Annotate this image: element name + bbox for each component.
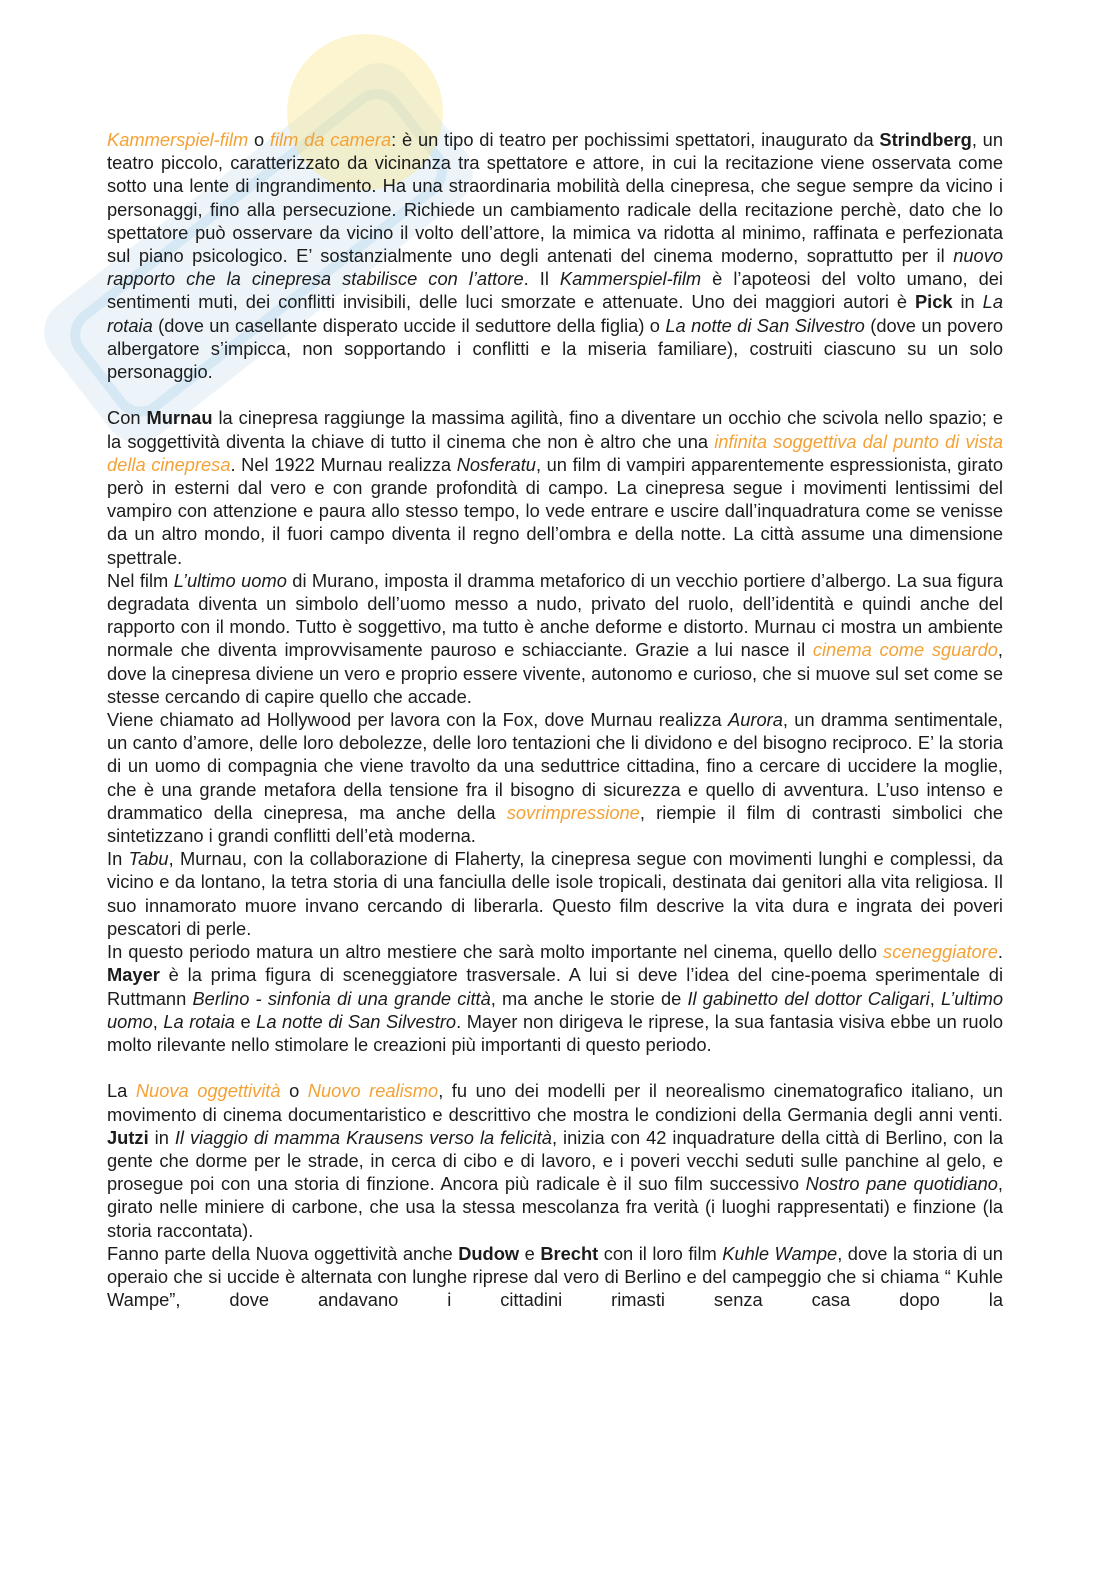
text-run: , fu uno dei modelli per il neorealismo cinematografico italiano, un movimento di cinema documentaristico e descrittivo che mostra le condizioni della Germania degli anni venti. [107, 1080, 1004, 1125]
text-run: (dove un povero albergatore s’impicca, non sopportando i conflitti e la miseria familiare), costruiti ciascuno su un solo personaggio. [107, 314, 1003, 383]
text-run: , dove la storia di un operaio che si uccide è alternata con lunghe riprese dal vero di Berlino e del campeggio che si chiama “ Kuhle Wampe”, dove andavano i cittadini rimasti senza casa dopo la [107, 1242, 1003, 1311]
bold-name: Strindberg [879, 129, 972, 150]
bold-name: Murnau [146, 407, 213, 429]
italic-title: Il gabinetto del dottor Caligari [687, 987, 930, 1009]
document-body [107, 128, 1003, 1311]
text-run: , girato nelle miniere di carbone, che usa la stessa mescolanza fra verità (i luoghi rappresentati) e finzione (la storia raccontata). [107, 1173, 1003, 1241]
highlighted-term: infinita soggettiva dal punto di vista della cinepresa [107, 430, 1003, 475]
text-run: è la prima figura di sceneggiatore trasversale. A lui si deve l’idea del cine-poema sperimentale di Ruttmann [107, 964, 1003, 1009]
text-run: Nel film [107, 569, 174, 591]
text-run: , un film di vampiri apparentemente espressionista, girato però in esterni dal vero e con grande profondità di campo. La cinepresa segue i movimenti lentissimi del vampiro con attenzione e paura allo stesso tempo, lo vede entrare e uscire dall’inquadratura come se venisse da un altro mondo, il fuori campo diventa il regno dell’ombra e della notte. La città assume una dimensione spettrale. [107, 453, 1003, 568]
text-run: Con [107, 407, 147, 429]
paragraph-ultimo-uomo [107, 569, 1003, 708]
paragraph-kuhle-wampe [107, 1242, 1003, 1312]
italic-title: L’ultimo uomo [107, 987, 1003, 1032]
text-run: . [997, 941, 1003, 963]
bold-name: Mayer [107, 964, 160, 986]
text-run: in [148, 1126, 175, 1148]
text-run: : è un tipo di teatro per pochissimi spettatori, inaugurato da [391, 129, 880, 150]
italic-title: La notte di San Silvestro [256, 1010, 457, 1032]
text-run: e [234, 1010, 257, 1032]
text-run: In [107, 848, 129, 870]
highlighted-term: Nuova oggettività [135, 1080, 281, 1102]
bold-name: Jutzi [107, 1126, 149, 1148]
italic-title: Berlino - sinfonia di una grande città [192, 987, 491, 1009]
highlighted-term: film da camera [269, 129, 392, 150]
italic-title: Tabu [128, 848, 169, 870]
text-run: , riempie il film di contrasti simbolici che sintetizzano i grandi conflitti dell’età moderna. [107, 801, 1003, 847]
text-run: , dove la cinepresa diviene un vero e proprio essere vivente, autonomo e curioso, che si muove sul set come se stesse cercando di capire quello che accade. [107, 639, 1004, 707]
text-run: (dove un casellante disperato uccide il seduttore della figlia) o [152, 314, 666, 336]
text-run: , ma anche le storie de [490, 987, 688, 1009]
text-run: in [952, 291, 983, 313]
italic-title: Nostro pane quotidiano [805, 1173, 998, 1195]
paragraph-murnau [107, 406, 1003, 568]
text-run: , un dramma sentimentale, un canto d’amore, delle loro debolezze, delle loro tentazioni che li dividono e del bisogno reciproco. E’ la storia di un uomo di compagnia che viene travolto da una seduttrice cittadina, fino a cercare di uccidere la moglie, che è una grande metafora della tensione fra il bisogno di sicurezza e quello di avventura. L’uso intenso e drammatico della cinepresa, ma anche della [107, 709, 1003, 823]
text-run: . Mayer non dirigeva le riprese, la sua fantasia visiva ebbe un ruolo molto rilevante nello stimolare le creazioni più importanti di questo periodo. [107, 1010, 1003, 1055]
italic-title: Il viaggio di mamma Krausens verso la felicità [174, 1126, 552, 1148]
highlighted-term: sovrimpressione [506, 801, 640, 823]
paragraph-kammerspiel [107, 128, 1003, 383]
italic-title: L’ultimo uomo [173, 569, 287, 591]
italic-title: Kuhle Wampe [722, 1242, 838, 1264]
bold-name: Pick [914, 291, 953, 313]
bold-name: Dudow [458, 1242, 520, 1264]
text-run: di Murano, imposta il dramma metaforico di un vecchio portiere d’albergo. La sua figura degradata diventa un simbolo dell’uomo messo a nudo, privato del ruolo, dell’identità e quindi anche del rapporto con il mondo. Tutto è soggettivo, ma tutto è anche deforme e distorto. Murnau ci mostra un ambiente normale che diventa improvvisamente pauroso e schiacciante. Grazie a lui nasce il [107, 569, 1003, 661]
paragraph-nuova-oggettivita [107, 1079, 1003, 1241]
text-run: è l’apoteosi del volto umano, dei sentimenti muti, dei conflitti invisibili, delle luci smorzate e attenuate. Uno dei maggiori autori è [107, 268, 1003, 313]
italic-title: La rotaia [163, 1010, 235, 1032]
highlighted-term: cinema come sguardo [812, 639, 998, 661]
italic-term: Kammerspiel-film [559, 268, 702, 290]
highlighted-term: Kammerspiel-film [107, 129, 249, 150]
italic-phrase: nuovo rapporto che la cinepresa stabilisce con l’attore [107, 245, 1003, 290]
text-run: , un teatro piccolo, caratterizzato da vicinanza tra spettatore e attore, in cui la recitazione viene osservata come sotto una lente di ingrandimento. Ha una straordinaria mobilità della cinepresa, che segue sempre da vicino i personaggi, fino alla persecuzione. Richiede un cambiamento radicale della recitazione perchè, dato che lo spettatore può osservare da vicino il volto dell’attore, la mimica va ridotta al minimo, raffinata e perfezionata sul piano psicologico. E’ sostanzialmente uno degli antenati del cinema moderno, soprattutto per il [107, 129, 1004, 267]
text-run: La [107, 1080, 136, 1102]
bold-name: Brecht [540, 1242, 599, 1264]
text-run: . Il [523, 268, 560, 290]
text-run: . Nel 1922 Murnau realizza [230, 453, 457, 475]
paragraph-aurora [107, 708, 1003, 847]
text-run: , [929, 987, 941, 1009]
text-run: e [519, 1242, 541, 1264]
highlighted-term: Nuovo realismo [307, 1080, 439, 1102]
text-run: In questo periodo matura un altro mestiere che sarà molto importante nel cinema, quello dello [107, 941, 884, 963]
paragraph-sceneggiatore [107, 940, 1003, 1056]
italic-title: La notte di San Silvestro [665, 314, 865, 336]
text-run: , [152, 1010, 164, 1032]
text-run: la cinepresa raggiunge la massima agilità, fino a diventare un occhio che scivola nello spazio; e la soggettività diventa la chiave di tutto il cinema che non è altro che una [107, 407, 1003, 452]
text-run: Viene chiamato ad Hollywood per lavora con la Fox, dove Murnau realizza [107, 709, 729, 731]
italic-title: Nosferatu [456, 453, 536, 475]
highlighted-term: sceneggiatore [883, 941, 998, 963]
italic-title: La rotaia [107, 291, 1004, 336]
italic-title: Aurora [728, 709, 783, 731]
text-run: , inizia con 42 inquadrature della città di Berlino, con la gente che dorme per le strade, in cerca di cibo e di lavoro, e i poveri vecchi seduti sulle panchine al gelo, e prosegue poi con una storia di finzione. Ancora più radicale è il suo film successivo [107, 1126, 1004, 1195]
text-run: o [280, 1080, 308, 1102]
text-run: o [248, 129, 270, 150]
paragraph-tabu [107, 847, 1003, 940]
text-run: Fanno parte della Nuova oggettività anche [107, 1242, 459, 1264]
text-run: , Murnau, con la collaborazione di Flaherty, la cinepresa segue con movimenti lunghi e complessi, da vicino e da lontano, la tetra storia di una fanciulla delle isole tropicali, destinata dai genitori alla vita religiosa. Il suo innamorato muore invano cercando di liberarla. Questo film descrive la vita dura e ingrata dei poveri pescatori di perle. [107, 848, 1003, 939]
text-run: con il loro film [598, 1242, 723, 1264]
